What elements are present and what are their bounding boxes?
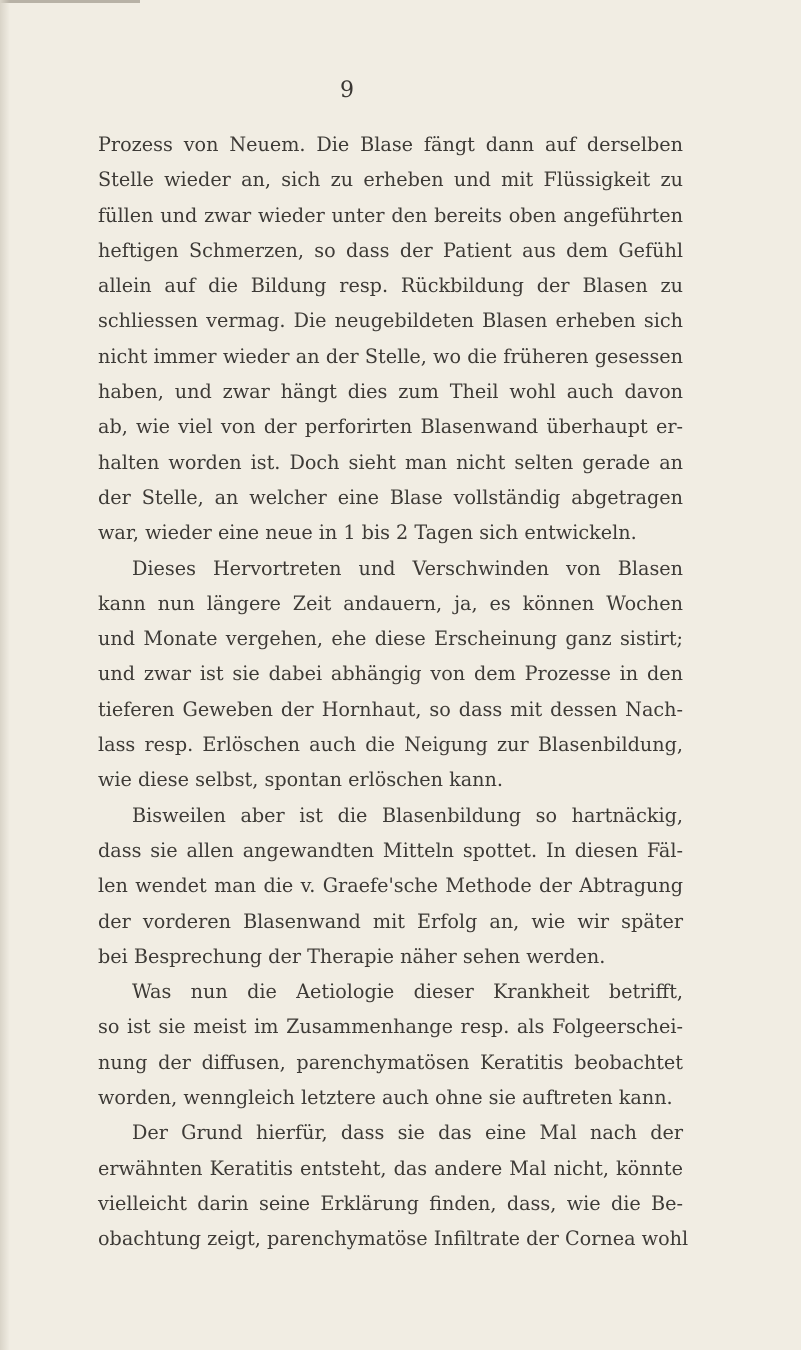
text-line: der vorderen Blasenwand mit Erfolg an, wie wir später <box>98 909 683 933</box>
text-line: nung der diffusen, parenchymatösen Keratitis beobachtet <box>98 1050 683 1074</box>
text-line: worden, wenngleich letztere auch ohne sie auftreten kann. <box>98 1086 673 1110</box>
text-line: Der Grund hierfür, dass sie das eine Mal nach der <box>132 1121 683 1145</box>
text-line: lass resp. Erlöschen auch die Neigung zur Blasenbildung, <box>98 733 683 757</box>
text-line: vielleicht darin seine Erklärung finden, dass, wie die Be- <box>98 1191 683 1215</box>
text-line: obachtung zeigt, parenchymatöse Infiltrate der Cornea wohl <box>98 1227 689 1251</box>
text-line: halten worden ist. Doch sieht man nicht selten gerade an <box>98 450 683 474</box>
text-line: bei Besprechung der Therapie näher sehen werden. <box>98 944 606 968</box>
text-line: kann nun längere Zeit andauern, ja, es können Wochen <box>98 591 683 615</box>
text-line: dass sie allen angewandten Mitteln spottet. In diesen Fäl- <box>98 838 683 862</box>
text-line: schliessen vermag. Die neugebildeten Blasen erheben sich <box>98 309 683 333</box>
text-line: nicht immer wieder an der Stelle, wo die früheren gesessen <box>98 344 683 368</box>
page-number: 9 <box>340 78 354 103</box>
text-line: erwähnten Keratitis entsteht, das andere Mal nicht, könnte <box>98 1156 683 1180</box>
text-line: tieferen Geweben der Hornhaut, so dass mit dessen Nach- <box>98 697 683 721</box>
text-line: Was nun die Aetiologie dieser Krankheit betrifft, <box>132 980 683 1004</box>
text-line: len wendet man die v. Graefe'sche Methode der Abtragung <box>98 874 683 898</box>
text-line: der Stelle, an welcher eine Blase vollständig abgetragen <box>98 485 683 509</box>
text-line: war, wieder eine neue in 1 bis 2 Tagen sich entwickeln. <box>98 521 637 545</box>
page-edge-shadow <box>0 0 10 1350</box>
text-line: wie diese selbst, spontan erlöschen kann. <box>98 768 503 792</box>
text-line: Prozess von Neuem. Die Blase fängt dann auf derselben <box>98 133 683 156</box>
text-line: allein auf die Bildung resp. Rückbildung der Blasen zu <box>98 274 683 298</box>
text-line: Stelle wieder an, sich zu erheben und mit Flüssigkeit zu <box>98 168 683 192</box>
top-rule <box>0 0 140 3</box>
text-line: ab, wie viel von der perforirten Blasenwand überhaupt er- <box>98 415 683 439</box>
text-line: Dieses Hervortreten und Verschwinden von Blasen <box>132 556 683 580</box>
text-line: und Monate vergehen, ehe diese Erscheinung ganz sistirt; <box>98 627 683 651</box>
text-line: füllen und zwar wieder unter den bereits oben angeführten <box>98 203 683 227</box>
text-line: und zwar ist sie dabei abhängig von dem Prozesse in den <box>98 662 683 686</box>
text-line: heftigen Schmerzen, so dass der Patient aus dem Gefühl <box>98 238 683 262</box>
text-line: Bisweilen aber ist die Blasenbildung so hartnäckig, <box>132 803 683 827</box>
body-text <box>98 127 689 1257</box>
text-line: so ist sie meist im Zusammenhange resp. als Folgeerschei- <box>98 1015 683 1039</box>
text-line: haben, und zwar hängt dies zum Theil wohl auch davon <box>98 380 683 404</box>
